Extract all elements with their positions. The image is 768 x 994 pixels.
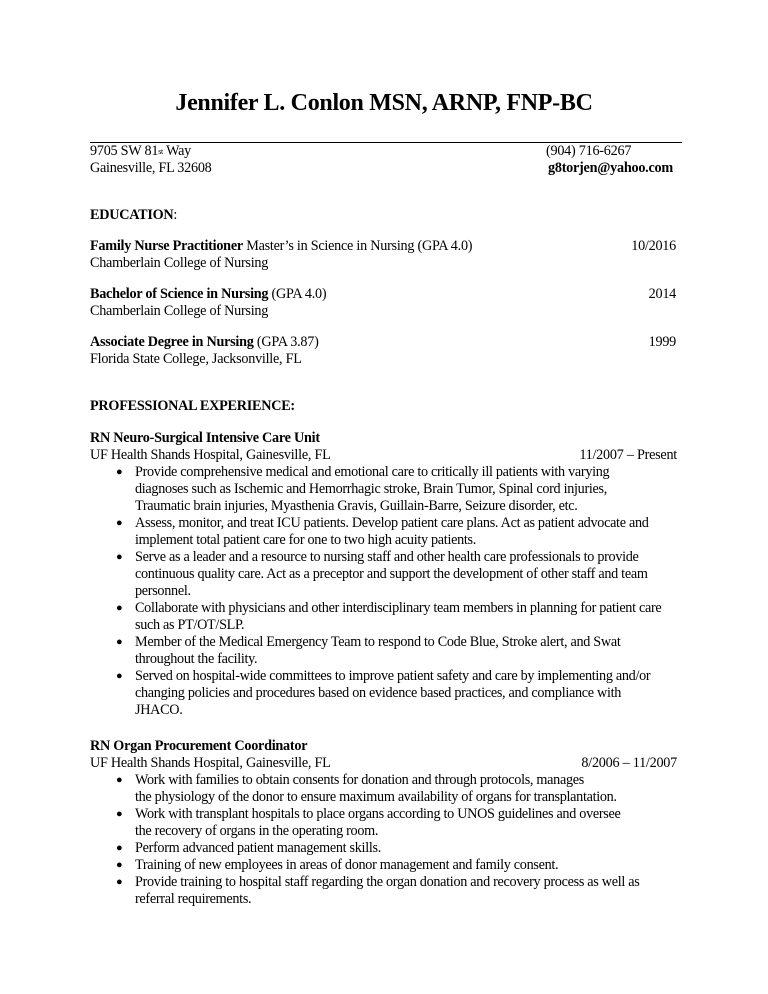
degree-name: Associate Degree in Nursing bbox=[90, 334, 254, 350]
job-dates: 11/2007 – Present bbox=[579, 447, 677, 463]
bullet-text-line: Perform advanced patient management skills. bbox=[135, 840, 381, 856]
bullet-icon: ● bbox=[116, 636, 123, 648]
job-bullet-item bbox=[90, 806, 685, 840]
education-entry bbox=[90, 334, 676, 368]
job-bullet-item bbox=[90, 857, 685, 874]
bullet-text-line: Serve as a leader and a resource to nursing staff and other health care professionals to provide bbox=[135, 549, 639, 565]
job-bullet-item bbox=[90, 600, 685, 634]
bullet-text-line: Training of new employees in areas of donor management and family consent. bbox=[135, 857, 559, 873]
degree-year: 10/2016 bbox=[631, 238, 676, 254]
bullet-text-line: JHACO. bbox=[135, 702, 183, 718]
address-line-2: Gainesville, FL 32608 bbox=[90, 160, 212, 176]
bullet-text-line: referral requirements. bbox=[135, 891, 252, 907]
job-organization: UF Health Shands Hospital, Gainesville, FL bbox=[90, 447, 331, 463]
resume-name: Jennifer L. Conlon MSN, ARNP, FNP-BC bbox=[175, 90, 593, 116]
bullet-text-line: throughout the facility. bbox=[135, 651, 258, 667]
bullet-text-line: Work with families to obtain consents for donation and through protocols, manages bbox=[135, 772, 584, 788]
bullet-text-line: diagnoses such as Ischemic and Hemorrhagic stroke, Brain Tumor, Spinal cord injuries, bbox=[135, 481, 607, 497]
bullet-icon: ● bbox=[116, 808, 123, 820]
job-org-line bbox=[90, 755, 685, 772]
school-name: Chamberlain College of Nursing bbox=[90, 303, 269, 319]
address-line-1: 9705 SW 81st Way bbox=[90, 143, 191, 159]
bullet-text-line: Collaborate with physicians and other interdisciplinary team members in planning for patient care bbox=[135, 600, 662, 616]
bullet-icon: ● bbox=[116, 517, 123, 529]
job-bullet-list bbox=[90, 464, 685, 719]
degree-detail: (GPA 3.87) bbox=[253, 334, 319, 350]
bullet-text-line: Served on hospital-wide committees to improve patient safety and care by implementing and/or bbox=[135, 668, 651, 684]
job-entry bbox=[90, 738, 685, 908]
degree-detail: (GPA 4.0) bbox=[268, 286, 327, 302]
degree-year: 1999 bbox=[648, 334, 676, 350]
bullet-text-line: continuous quality care. Act as a preceptor and support the development of other staff and team bbox=[135, 566, 648, 582]
bullet-text-line: Provide training to hospital staff regarding the organ donation and recovery process as well as bbox=[135, 874, 640, 890]
bullet-text-line: Traumatic brain injuries, Myasthenia Gravis, Guillain-Barre, Seizure disorder, etc. bbox=[135, 498, 578, 514]
bullet-icon: ● bbox=[116, 551, 123, 563]
education-degree-line bbox=[90, 334, 676, 351]
bullet-icon: ● bbox=[116, 602, 123, 614]
job-bullet-list bbox=[90, 772, 685, 908]
bullet-text-line: changing policies and procedures based on evidence based practices, and compliance with bbox=[135, 685, 622, 701]
bullet-icon: ● bbox=[116, 774, 123, 786]
bullet-icon: ● bbox=[116, 859, 123, 871]
job-bullet-item bbox=[90, 840, 685, 857]
bullet-text-line: Member of the Medical Emergency Team to respond to Code Blue, Stroke alert, and Swat bbox=[135, 634, 621, 650]
job-bullet-item bbox=[90, 549, 685, 600]
bullet-icon: ● bbox=[116, 466, 123, 478]
bullet-text-line: implement total patient care for one to two high acuity patients. bbox=[135, 532, 476, 548]
job-bullet-item bbox=[90, 634, 685, 668]
job-bullet-item bbox=[90, 464, 685, 515]
job-org-line bbox=[90, 447, 685, 464]
bullet-text-line: the recovery of organs in the operating room. bbox=[135, 823, 379, 839]
job-title: RN Neuro-Surgical Intensive Care Unit bbox=[90, 430, 320, 446]
phone-number: (904) 716-6267 bbox=[546, 143, 632, 159]
degree-name: Bachelor of Science in Nursing bbox=[90, 286, 269, 302]
bullet-text-line: Provide comprehensive medical and emotional care to critically ill patients with varying bbox=[135, 464, 610, 480]
job-dates: 8/2006 – 11/2007 bbox=[581, 755, 677, 771]
bullet-text-line: Assess, monitor, and treat ICU patients. Develop patient care plans. Act as patient advocate and bbox=[135, 515, 649, 531]
education-list bbox=[90, 238, 676, 368]
bullet-text-line: personnel. bbox=[135, 583, 191, 599]
job-title: RN Organ Procurement Coordinator bbox=[90, 738, 308, 754]
education-degree-line bbox=[90, 238, 676, 255]
education-entry bbox=[90, 286, 676, 320]
school-name: Chamberlain College of Nursing bbox=[90, 255, 269, 271]
bullet-icon: ● bbox=[116, 876, 123, 888]
email-address: g8torjen@yahoo.com bbox=[548, 160, 673, 176]
education-degree-line bbox=[90, 286, 676, 303]
degree-name: Family Nurse Practitioner bbox=[90, 238, 243, 254]
school-name: Florida State College, Jacksonville, FL bbox=[90, 351, 302, 367]
bullet-icon: ● bbox=[116, 842, 123, 854]
degree-detail: Master’s in Science in Nursing (GPA 4.0) bbox=[242, 238, 473, 254]
bullet-text-line: such as PT/OT/SLP. bbox=[135, 617, 245, 633]
education-entry bbox=[90, 238, 676, 272]
education-heading: EDUCATION: bbox=[90, 207, 178, 223]
job-bullet-item bbox=[90, 772, 685, 806]
experience-heading: PROFESSIONAL EXPERIENCE: bbox=[90, 398, 295, 414]
job-bullet-item bbox=[90, 874, 685, 908]
bullet-text-line: Work with transplant hospitals to place organs according to UNOS guidelines and oversee bbox=[135, 806, 621, 822]
bullet-icon: ● bbox=[116, 670, 123, 682]
degree-year: 2014 bbox=[648, 286, 676, 302]
job-organization: UF Health Shands Hospital, Gainesville, FL bbox=[90, 755, 331, 771]
job-entry bbox=[90, 430, 685, 719]
job-bullet-item bbox=[90, 515, 685, 549]
bullet-text-line: the physiology of the donor to ensure maximum availability of organs for transplantation. bbox=[135, 789, 617, 805]
job-bullet-item bbox=[90, 668, 685, 719]
